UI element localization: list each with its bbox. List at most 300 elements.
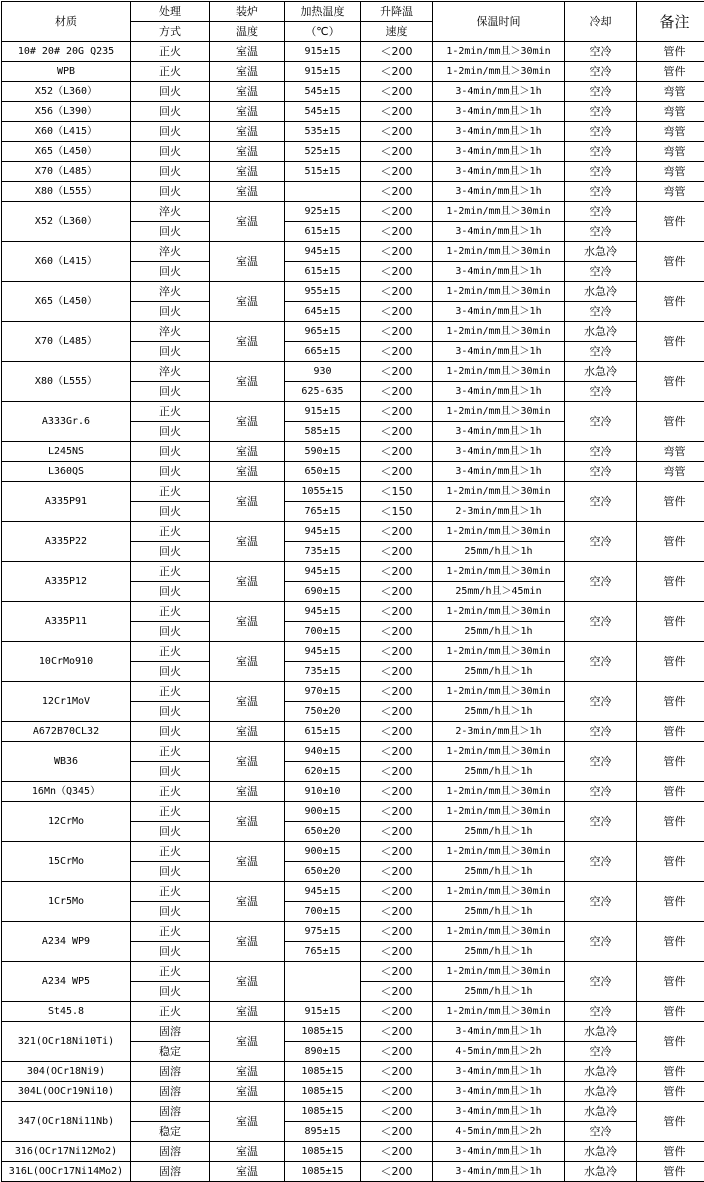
material-cell: X60（L415） — [2, 242, 131, 282]
hold-time-cell: 1-2min/mm且＞30min — [433, 602, 565, 622]
material-cell: X70（L485） — [2, 322, 131, 362]
table-row — [2, 922, 704, 942]
rate-cell: ＜150 — [361, 482, 433, 502]
heating-temp-cell: 890±15 — [285, 1042, 361, 1062]
heating-temp-cell: 900±15 — [285, 842, 361, 862]
header-furnace: 装炉 — [210, 2, 285, 22]
heating-temp-cell: 1085±15 — [285, 1062, 361, 1082]
furnace-temp-cell: 室温 — [210, 1082, 285, 1102]
hold-time-cell: 1-2min/mm且＞30min — [433, 42, 565, 62]
table-row — [2, 1082, 704, 1102]
hold-time-cell: 3-4min/mm且＞1h — [433, 182, 565, 202]
rate-cell: ＜200 — [361, 662, 433, 682]
furnace-temp-cell: 室温 — [210, 742, 285, 782]
rate-cell: ＜200 — [361, 442, 433, 462]
header-hold: 保温时间 — [433, 2, 565, 42]
rate-cell: ＜200 — [361, 542, 433, 562]
header-rate-2: 速度 — [361, 22, 433, 42]
cooling-cell: 空冷 — [565, 722, 637, 742]
process-cell: 正火 — [131, 62, 210, 82]
heating-temp-cell: 590±15 — [285, 442, 361, 462]
remark-cell: 管件 — [637, 922, 704, 962]
table-row — [2, 202, 704, 222]
table-row — [2, 182, 704, 202]
furnace-temp-cell: 室温 — [210, 122, 285, 142]
heating-temp-cell — [285, 962, 361, 1002]
rate-cell: ＜200 — [361, 62, 433, 82]
remark-cell: 管件 — [637, 42, 704, 62]
process-cell: 稳定 — [131, 1042, 210, 1062]
process-cell: 回火 — [131, 122, 210, 142]
hold-time-cell: 3-4min/mm且＞1h — [433, 462, 565, 482]
header-process-2: 方式 — [131, 22, 210, 42]
material-cell: X65（L450） — [2, 282, 131, 322]
furnace-temp-cell: 室温 — [210, 402, 285, 442]
heating-temp-cell: 915±15 — [285, 42, 361, 62]
hold-time-cell: 4-5min/mm且＞2h — [433, 1042, 565, 1062]
cooling-cell: 空冷 — [565, 442, 637, 462]
material-cell: A335P11 — [2, 602, 131, 642]
rate-cell: ＜200 — [361, 762, 433, 782]
remark-cell: 管件 — [637, 642, 704, 682]
header-process: 处理 — [131, 2, 210, 22]
rate-cell: ＜200 — [361, 222, 433, 242]
furnace-temp-cell: 室温 — [210, 922, 285, 962]
material-cell: X60（L415） — [2, 122, 131, 142]
heating-temp-cell: 915±15 — [285, 402, 361, 422]
heating-temp-cell: 525±15 — [285, 142, 361, 162]
remark-cell: 管件 — [637, 682, 704, 722]
rate-cell: ＜200 — [361, 1082, 433, 1102]
cooling-cell: 空冷 — [565, 802, 637, 842]
cooling-cell: 水急冷 — [565, 1102, 637, 1122]
cooling-cell: 空冷 — [565, 882, 637, 922]
heating-temp-cell: 665±15 — [285, 342, 361, 362]
process-cell: 淬火 — [131, 322, 210, 342]
remark-cell: 管件 — [637, 802, 704, 842]
heating-temp-cell: 975±15 — [285, 922, 361, 942]
table-row — [2, 362, 704, 382]
rate-cell: ＜200 — [361, 242, 433, 262]
cooling-cell: 空冷 — [565, 342, 637, 362]
cooling-cell: 空冷 — [565, 182, 637, 202]
furnace-temp-cell: 室温 — [210, 102, 285, 122]
remark-cell: 管件 — [637, 482, 704, 522]
rate-cell: ＜200 — [361, 1162, 433, 1182]
hold-time-cell: 1-2min/mm且＞30min — [433, 742, 565, 762]
rate-cell: ＜200 — [361, 282, 433, 302]
rate-cell: ＜200 — [361, 962, 433, 982]
cooling-cell: 空冷 — [565, 1042, 637, 1062]
hold-time-cell: 3-4min/mm且＞1h — [433, 102, 565, 122]
heating-temp-cell: 945±15 — [285, 642, 361, 662]
table-row — [2, 482, 704, 502]
remark-cell: 管件 — [637, 522, 704, 562]
rate-cell: ＜200 — [361, 402, 433, 422]
hold-time-cell: 3-4min/mm且＞1h — [433, 1062, 565, 1082]
heating-temp-cell: 645±15 — [285, 302, 361, 322]
remark-cell: 弯管 — [637, 82, 704, 102]
rate-cell: ＜200 — [361, 462, 433, 482]
table-row — [2, 402, 704, 422]
table-row — [2, 462, 704, 482]
heating-temp-cell: 1055±15 — [285, 482, 361, 502]
table-row — [2, 122, 704, 142]
process-cell: 回火 — [131, 542, 210, 562]
rate-cell: ＜200 — [361, 702, 433, 722]
material-cell: L360QS — [2, 462, 131, 482]
material-cell: L245NS — [2, 442, 131, 462]
header-row-1 — [2, 2, 704, 22]
heating-temp-cell: 650±20 — [285, 862, 361, 882]
table-row — [2, 882, 704, 902]
rate-cell: ＜200 — [361, 1142, 433, 1162]
remark-cell: 弯管 — [637, 182, 704, 202]
rate-cell: ＜200 — [361, 742, 433, 762]
heating-temp-cell: 945±15 — [285, 242, 361, 262]
rate-cell: ＜200 — [361, 642, 433, 662]
table-row — [2, 782, 704, 802]
hold-time-cell: 2-3min/mm且＞1h — [433, 722, 565, 742]
rate-cell: ＜200 — [361, 862, 433, 882]
remark-cell: 管件 — [637, 1162, 704, 1182]
cooling-cell: 水急冷 — [565, 1142, 637, 1162]
heating-temp-cell: 765±15 — [285, 942, 361, 962]
process-cell: 回火 — [131, 462, 210, 482]
rate-cell: ＜200 — [361, 982, 433, 1002]
table-row — [2, 1162, 704, 1182]
hold-time-cell: 1-2min/mm且＞30min — [433, 962, 565, 982]
hold-time-cell: 1-2min/mm且＞30min — [433, 202, 565, 222]
process-cell: 回火 — [131, 142, 210, 162]
rate-cell: ＜200 — [361, 842, 433, 862]
table-row — [2, 442, 704, 462]
furnace-temp-cell: 室温 — [210, 282, 285, 322]
cooling-cell: 空冷 — [565, 462, 637, 482]
table-row — [2, 282, 704, 302]
heating-temp-cell: 690±15 — [285, 582, 361, 602]
rate-cell: ＜200 — [361, 582, 433, 602]
remark-cell: 弯管 — [637, 442, 704, 462]
heating-temp-cell: 615±15 — [285, 722, 361, 742]
furnace-temp-cell: 室温 — [210, 642, 285, 682]
heating-temp-cell: 915±15 — [285, 1002, 361, 1022]
rate-cell: ＜200 — [361, 622, 433, 642]
heating-temp-cell: 700±15 — [285, 622, 361, 642]
hold-time-cell: 3-4min/mm且＞1h — [433, 1102, 565, 1122]
rate-cell: ＜200 — [361, 362, 433, 382]
remark-cell: 弯管 — [637, 162, 704, 182]
table-row — [2, 962, 704, 982]
remark-cell: 弯管 — [637, 102, 704, 122]
cooling-cell: 空冷 — [565, 962, 637, 1002]
remark-cell: 弯管 — [637, 462, 704, 482]
material-cell: 1Cr5Mo — [2, 882, 131, 922]
process-cell: 正火 — [131, 522, 210, 542]
hold-time-cell: 3-4min/mm且＞1h — [433, 162, 565, 182]
material-cell: X65（L450） — [2, 142, 131, 162]
material-cell: A335P22 — [2, 522, 131, 562]
furnace-temp-cell: 室温 — [210, 722, 285, 742]
process-cell: 回火 — [131, 422, 210, 442]
cooling-cell: 空冷 — [565, 402, 637, 442]
rate-cell: ＜200 — [361, 382, 433, 402]
table-row — [2, 42, 704, 62]
rate-cell: ＜200 — [361, 782, 433, 802]
table-row — [2, 162, 704, 182]
hold-time-cell: 1-2min/mm且＞30min — [433, 522, 565, 542]
process-cell: 正火 — [131, 562, 210, 582]
hold-time-cell: 25mm/h且＞1h — [433, 822, 565, 842]
cooling-cell: 水急冷 — [565, 1082, 637, 1102]
remark-cell: 管件 — [637, 562, 704, 602]
cooling-cell: 空冷 — [565, 522, 637, 562]
remark-cell: 管件 — [637, 1022, 704, 1062]
furnace-temp-cell: 室温 — [210, 82, 285, 102]
hold-time-cell: 3-4min/mm且＞1h — [433, 1082, 565, 1102]
remark-cell: 管件 — [637, 402, 704, 442]
process-cell: 回火 — [131, 262, 210, 282]
hold-time-cell: 25mm/h且＞1h — [433, 862, 565, 882]
rate-cell: ＜200 — [361, 942, 433, 962]
rate-cell: ＜200 — [361, 422, 433, 442]
hold-time-cell: 1-2min/mm且＞30min — [433, 682, 565, 702]
remark-cell: 弯管 — [637, 142, 704, 162]
furnace-temp-cell: 室温 — [210, 362, 285, 402]
process-cell: 固溶 — [131, 1082, 210, 1102]
remark-cell: 管件 — [637, 1142, 704, 1162]
remark-cell: 管件 — [637, 742, 704, 782]
remark-cell: 管件 — [637, 962, 704, 1002]
heating-temp-cell: 925±15 — [285, 202, 361, 222]
cooling-cell: 空冷 — [565, 602, 637, 642]
material-cell: 316L(OOCr17Ni14Mo2) — [2, 1162, 131, 1182]
hold-time-cell: 25mm/h且＞1h — [433, 982, 565, 1002]
heating-temp-cell: 1085±15 — [285, 1082, 361, 1102]
heating-temp-cell: 1085±15 — [285, 1142, 361, 1162]
process-cell: 回火 — [131, 162, 210, 182]
rate-cell: ＜200 — [361, 322, 433, 342]
cooling-cell: 空冷 — [565, 482, 637, 522]
hold-time-cell: 1-2min/mm且＞30min — [433, 62, 565, 82]
material-cell: X52（L360） — [2, 82, 131, 102]
rate-cell: ＜200 — [361, 102, 433, 122]
furnace-temp-cell: 室温 — [210, 42, 285, 62]
rate-cell: ＜200 — [361, 902, 433, 922]
hold-time-cell: 25mm/h且＞1h — [433, 762, 565, 782]
rate-cell: ＜200 — [361, 1062, 433, 1082]
hold-time-cell: 1-2min/mm且＞30min — [433, 242, 565, 262]
hold-time-cell: 3-4min/mm且＞1h — [433, 142, 565, 162]
header-cooling: 冷却 — [565, 2, 637, 42]
process-cell: 回火 — [131, 762, 210, 782]
process-cell: 正火 — [131, 602, 210, 622]
hold-time-cell: 3-4min/mm且＞1h — [433, 122, 565, 142]
process-cell: 固溶 — [131, 1142, 210, 1162]
cooling-cell: 空冷 — [565, 1122, 637, 1142]
heating-temp-cell: 615±15 — [285, 262, 361, 282]
material-cell: 347(OCr18Ni11Nb) — [2, 1102, 131, 1142]
material-cell: 10CrMo910 — [2, 642, 131, 682]
hold-time-cell: 1-2min/mm且＞30min — [433, 362, 565, 382]
remark-cell: 管件 — [637, 602, 704, 642]
cooling-cell: 水急冷 — [565, 242, 637, 262]
process-cell: 回火 — [131, 382, 210, 402]
furnace-temp-cell: 室温 — [210, 682, 285, 722]
header-remark: 备注 — [637, 2, 704, 42]
material-cell: A672B70CL32 — [2, 722, 131, 742]
header-temp: 加热温度 — [285, 2, 361, 22]
process-cell: 回火 — [131, 702, 210, 722]
remark-cell: 管件 — [637, 202, 704, 242]
remark-cell: 管件 — [637, 1002, 704, 1022]
cooling-cell: 空冷 — [565, 922, 637, 962]
material-cell: St45.8 — [2, 1002, 131, 1022]
process-cell: 回火 — [131, 902, 210, 922]
material-cell: 12Cr1MoV — [2, 682, 131, 722]
hold-time-cell: 1-2min/mm且＞30min — [433, 562, 565, 582]
table-row — [2, 742, 704, 762]
rate-cell: ＜200 — [361, 682, 433, 702]
furnace-temp-cell: 室温 — [210, 1162, 285, 1182]
hold-time-cell: 3-4min/mm且＞1h — [433, 382, 565, 402]
process-cell: 正火 — [131, 922, 210, 942]
process-cell: 正火 — [131, 482, 210, 502]
heating-temp-cell: 910±10 — [285, 782, 361, 802]
material-cell: X80（L555） — [2, 362, 131, 402]
rate-cell: ＜200 — [361, 562, 433, 582]
furnace-temp-cell: 室温 — [210, 182, 285, 202]
table-row — [2, 682, 704, 702]
material-cell: A234 WP9 — [2, 922, 131, 962]
rate-cell: ＜200 — [361, 122, 433, 142]
process-cell: 淬火 — [131, 282, 210, 302]
heating-temp-cell: 955±15 — [285, 282, 361, 302]
header-rate: 升降温 — [361, 2, 433, 22]
furnace-temp-cell: 室温 — [210, 242, 285, 282]
cooling-cell: 空冷 — [565, 202, 637, 222]
remark-cell: 管件 — [637, 322, 704, 362]
process-cell: 正火 — [131, 1002, 210, 1022]
remark-cell: 管件 — [637, 1102, 704, 1142]
hold-time-cell: 3-4min/mm且＞1h — [433, 342, 565, 362]
hold-time-cell: 1-2min/mm且＞30min — [433, 642, 565, 662]
furnace-temp-cell: 室温 — [210, 802, 285, 842]
heating-temp-cell: 945±15 — [285, 882, 361, 902]
hold-time-cell: 4-5min/mm且＞2h — [433, 1122, 565, 1142]
hold-time-cell: 25mm/h且＞1h — [433, 542, 565, 562]
table-row — [2, 1022, 704, 1042]
heating-temp-cell: 930 — [285, 362, 361, 382]
hold-time-cell: 2-3min/mm且＞1h — [433, 502, 565, 522]
heating-temp-cell: 900±15 — [285, 802, 361, 822]
process-cell: 回火 — [131, 82, 210, 102]
furnace-temp-cell: 室温 — [210, 882, 285, 922]
hold-time-cell: 3-4min/mm且＞1h — [433, 302, 565, 322]
rate-cell: ＜200 — [361, 1022, 433, 1042]
cooling-cell: 空冷 — [565, 302, 637, 322]
cooling-cell: 空冷 — [565, 102, 637, 122]
material-cell: A333Gr.6 — [2, 402, 131, 442]
table-row — [2, 802, 704, 822]
header-furnace-2: 温度 — [210, 22, 285, 42]
furnace-temp-cell: 室温 — [210, 1022, 285, 1062]
furnace-temp-cell: 室温 — [210, 162, 285, 182]
table-row — [2, 602, 704, 622]
table-row — [2, 562, 704, 582]
header-material: 材质 — [2, 2, 131, 42]
remark-cell: 管件 — [637, 282, 704, 322]
hold-time-cell: 1-2min/mm且＞30min — [433, 802, 565, 822]
process-cell: 正火 — [131, 642, 210, 662]
table-row — [2, 1002, 704, 1022]
material-cell: A335P12 — [2, 562, 131, 602]
remark-cell: 弯管 — [637, 122, 704, 142]
heating-temp-cell: 965±15 — [285, 322, 361, 342]
heating-temp-cell: 700±15 — [285, 902, 361, 922]
table-row — [2, 722, 704, 742]
material-cell: 16Mn（Q345） — [2, 782, 131, 802]
heating-temp-cell: 1085±15 — [285, 1162, 361, 1182]
hold-time-cell: 1-2min/mm且＞30min — [433, 782, 565, 802]
hold-time-cell: 1-2min/mm且＞30min — [433, 922, 565, 942]
heating-temp-cell: 735±15 — [285, 662, 361, 682]
remark-cell: 管件 — [637, 842, 704, 882]
material-cell: 15CrMo — [2, 842, 131, 882]
cooling-cell: 空冷 — [565, 262, 637, 282]
hold-time-cell: 1-2min/mm且＞30min — [433, 402, 565, 422]
hold-time-cell: 3-4min/mm且＞1h — [433, 1022, 565, 1042]
furnace-temp-cell: 室温 — [210, 562, 285, 602]
process-cell: 回火 — [131, 442, 210, 462]
cooling-cell: 空冷 — [565, 82, 637, 102]
rate-cell: ＜200 — [361, 802, 433, 822]
cooling-cell: 空冷 — [565, 1002, 637, 1022]
process-cell: 回火 — [131, 502, 210, 522]
hold-time-cell: 1-2min/mm且＞30min — [433, 842, 565, 862]
furnace-temp-cell: 室温 — [210, 322, 285, 362]
heating-temp-cell: 1085±15 — [285, 1102, 361, 1122]
remark-cell: 管件 — [637, 242, 704, 282]
cooling-cell: 空冷 — [565, 742, 637, 782]
heating-temp-cell: 750±20 — [285, 702, 361, 722]
hold-time-cell: 25mm/h且＞1h — [433, 902, 565, 922]
process-cell: 正火 — [131, 802, 210, 822]
cooling-cell: 水急冷 — [565, 362, 637, 382]
cooling-cell: 水急冷 — [565, 322, 637, 342]
material-cell: WPB — [2, 62, 131, 82]
process-cell: 稳定 — [131, 1122, 210, 1142]
furnace-temp-cell: 室温 — [210, 602, 285, 642]
rate-cell: ＜200 — [361, 922, 433, 942]
hold-time-cell: 3-4min/mm且＞1h — [433, 222, 565, 242]
furnace-temp-cell: 室温 — [210, 522, 285, 562]
furnace-temp-cell: 室温 — [210, 842, 285, 882]
heating-temp-cell: 970±15 — [285, 682, 361, 702]
table-row — [2, 82, 704, 102]
furnace-temp-cell: 室温 — [210, 482, 285, 522]
heating-temp-cell: 545±15 — [285, 82, 361, 102]
rate-cell: ＜200 — [361, 1102, 433, 1122]
rate-cell: ＜200 — [361, 342, 433, 362]
remark-cell: 管件 — [637, 882, 704, 922]
hold-time-cell: 1-2min/mm且＞30min — [433, 482, 565, 502]
heating-temp-cell: 515±15 — [285, 162, 361, 182]
hold-time-cell: 3-4min/mm且＞1h — [433, 262, 565, 282]
material-cell: X80（L555） — [2, 182, 131, 202]
material-cell: A234 WP5 — [2, 962, 131, 1002]
process-cell: 回火 — [131, 822, 210, 842]
